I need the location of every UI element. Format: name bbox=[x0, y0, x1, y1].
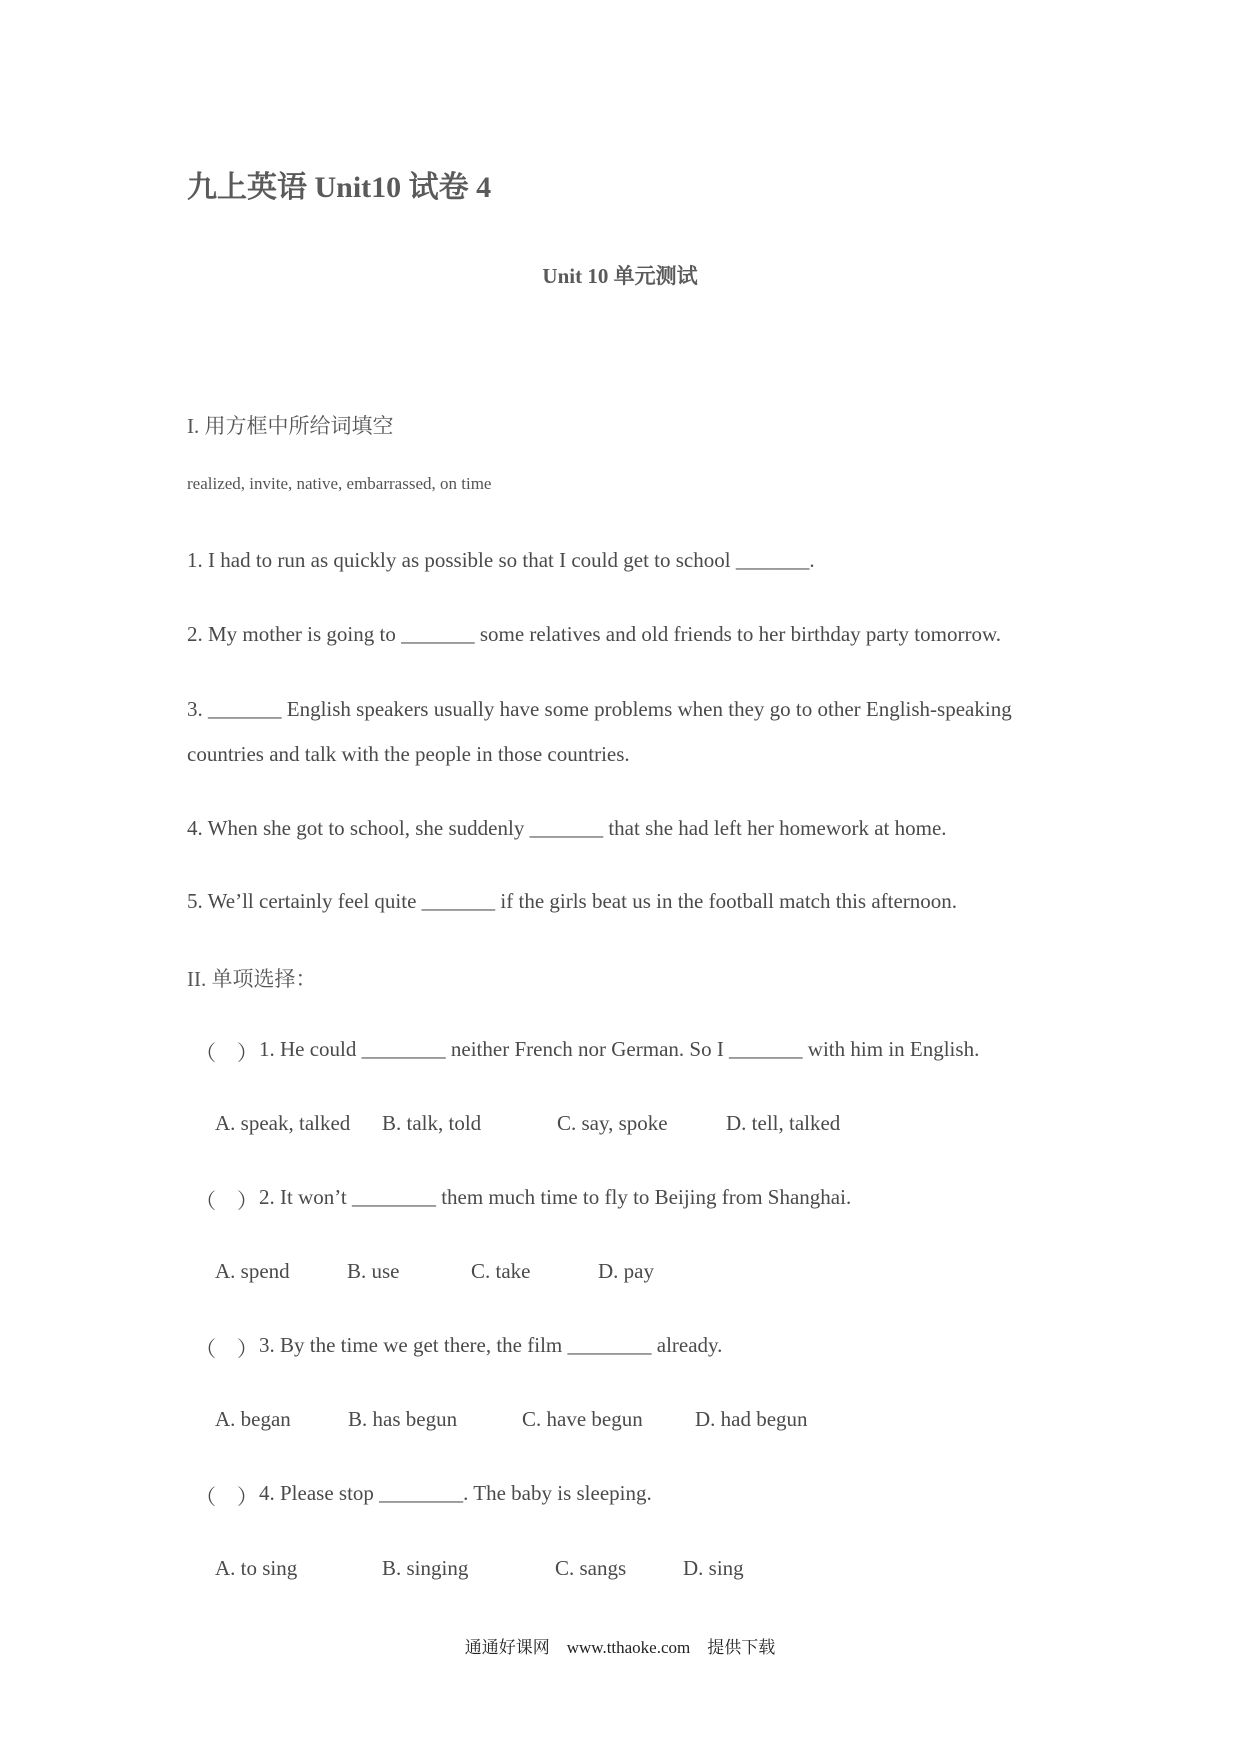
question-4-option-a: A. to sing bbox=[215, 1556, 298, 1580]
document-title: 九上英语 Unit10 试卷 4 bbox=[187, 171, 492, 204]
question-2-option-c: C. take bbox=[471, 1259, 531, 1283]
section-2-heading: II. 单项选择： bbox=[187, 967, 317, 991]
question-2-option-b: B. use bbox=[347, 1259, 400, 1283]
section-1-heading: I. 用方框中所给词填空 bbox=[187, 414, 394, 438]
fill-item-4: 4. When she got to school, she suddenly _______ that she had left her homework at home. bbox=[187, 816, 947, 840]
fill-item-2: 2. My mother is going to _______ some relatives and old friends to her birthday party tomorrow. bbox=[187, 622, 1001, 646]
question-4-option-b: B. singing bbox=[382, 1556, 469, 1580]
question-3-stem: 3. By the time we get there, the film ________ already. bbox=[259, 1333, 723, 1357]
question-3-option-b: B. has begun bbox=[348, 1407, 458, 1431]
document-subtitle: Unit 10 单元测试 bbox=[542, 264, 698, 288]
fill-item-1: 1. I had to run as quickly as possible so that I could get to school _______. bbox=[187, 548, 815, 572]
fill-item-3-cont: countries and talk with the people in those countries. bbox=[187, 742, 630, 766]
answer-blank: （ ） bbox=[195, 1337, 258, 1361]
question-4-option-c: C. sangs bbox=[555, 1556, 627, 1580]
answer-blank: （ ） bbox=[195, 1041, 258, 1065]
question-1-option-b: B. talk, told bbox=[382, 1111, 482, 1135]
question-2-stem: 2. It won’t ________ them much time to fly to Beijing from Shanghai. bbox=[259, 1185, 852, 1209]
word-box: realized, invite, native, embarrassed, on time bbox=[187, 474, 492, 493]
answer-blank: （ ） bbox=[195, 1189, 258, 1213]
question-4-stem: 4. Please stop ________. The baby is sleeping. bbox=[259, 1481, 652, 1505]
question-3-option-d: D. had begun bbox=[695, 1407, 808, 1431]
question-4-option-d: D. sing bbox=[683, 1556, 744, 1580]
question-2-option-a: A. spend bbox=[215, 1259, 290, 1283]
page-footer: 通通好课网 www.tthaoke.com 提供下载 bbox=[464, 1638, 776, 1657]
question-3-option-c: C. have begun bbox=[522, 1407, 643, 1431]
question-1-option-d: D. tell, talked bbox=[726, 1111, 841, 1135]
question-2-option-d: D. pay bbox=[598, 1259, 654, 1283]
question-1-option-c: C. say, spoke bbox=[557, 1111, 668, 1135]
fill-item-3: 3. _______ English speakers usually have some problems when they go to other English-speaking bbox=[187, 697, 1012, 721]
question-1-stem: 1. He could ________ neither French nor German. So I _______ with him in English. bbox=[259, 1037, 980, 1061]
question-3-option-a: A. began bbox=[215, 1407, 291, 1431]
answer-blank: （ ） bbox=[195, 1485, 258, 1509]
fill-item-5: 5. We’ll certainly feel quite _______ if the girls beat us in the football match this afternoon. bbox=[187, 889, 958, 913]
question-1-option-a: A. speak, talked bbox=[215, 1111, 351, 1135]
